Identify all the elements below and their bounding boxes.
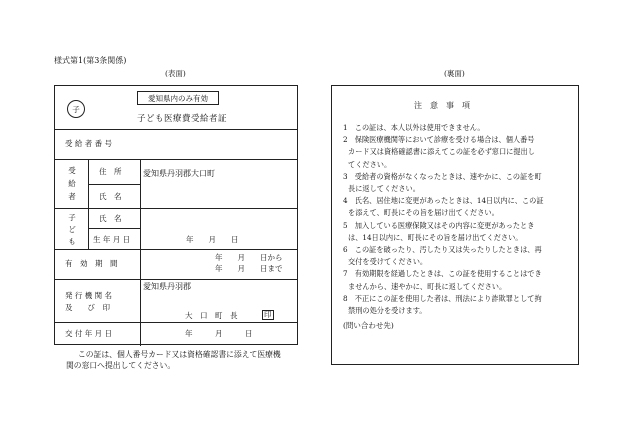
issue-date-text: 年 月 日	[185, 329, 253, 338]
seal-stamp: 印	[264, 310, 272, 319]
recipient-number-label: 受 給 者 番 号	[65, 139, 113, 148]
row-line	[55, 322, 297, 323]
notice-line: 7 有効期限を経過したときは、この証を使用することはでき	[343, 269, 542, 279]
child-group-label: 子ども	[68, 213, 76, 246]
notice-list	[343, 122, 575, 317]
recipient-group-label: 受給者	[68, 166, 76, 201]
notice-line: てください。	[348, 159, 392, 169]
birth-label: 生 年 月 日	[93, 235, 131, 244]
notice-line: を添えて、町長にその旨を届け出てください。	[348, 208, 499, 218]
issue-date-label: 交 付 年 月 日	[65, 329, 113, 338]
notice-line: 4 氏名、居住地に変更があったときは、14日以内に、この証	[343, 196, 544, 206]
notice-line: ませんから、速やかに、町長に返してください。	[348, 281, 507, 291]
contact-label: (問い合わせ先)	[343, 321, 394, 330]
back-card	[331, 85, 579, 365]
notice-title: 注 意 事 項	[414, 101, 470, 110]
period-from: 年 月 日から	[215, 253, 283, 262]
recipient-name-label: 氏 名	[99, 192, 122, 201]
row-line	[55, 208, 297, 209]
col-line	[88, 159, 89, 249]
row-line	[55, 129, 297, 130]
issuer-county: 愛知県丹羽郡	[143, 282, 191, 291]
child-mark-circle: 子	[67, 100, 85, 118]
validity-badge: 愛知県内のみ有効	[137, 91, 219, 105]
row-line	[88, 228, 140, 229]
row-line	[55, 279, 297, 280]
issuer-label-line1: 発 行 機 関 名	[65, 291, 113, 300]
period-to: 年 月 日まで	[215, 264, 283, 273]
validity-period-label: 有 効 期 間	[65, 259, 118, 268]
footnote-line1: この証は、個人番号カード又は資格確認書に添えて医療機	[78, 350, 281, 359]
notice-line: 禁刑の処分を受けます。	[348, 306, 427, 316]
birth-date-text: 年 月 日	[186, 235, 239, 244]
front-card	[54, 85, 298, 345]
card-title: 子ども医療費受給者証	[137, 114, 228, 124]
notice-line: 8 不正にこの証を使用した者は、刑法により詐欺罪として拘	[343, 293, 542, 303]
row-line	[88, 184, 140, 185]
notice-line: 交付を受けてください。	[348, 257, 428, 267]
child-name-label: 氏 名	[99, 214, 122, 223]
col-line	[140, 159, 141, 346]
notice-line: カード又は資格確認書に添えてこの証を必ず窓口に提出し	[348, 147, 535, 157]
address-label: 住 所	[99, 167, 122, 176]
issuer-mayor: 大 口 町 長	[185, 311, 238, 320]
notice-line: 5 加入している医療保険又はその内容に変更があったとき	[343, 220, 535, 230]
notice-line: 長に返してください。	[348, 184, 420, 194]
notice-line: 6 この証を破ったり、汚したり又は失ったりしたときは、再	[343, 245, 542, 255]
notice-line: 3 受給者の資格がなくなったときは、速やかに、この証を町	[343, 171, 542, 181]
notice-line: は、14日以内に、町長にその旨を届け出てください。	[348, 232, 523, 242]
issuer-label-line2: 及 び 印	[65, 303, 110, 312]
form-number: 様式第1(第3条関係)	[54, 56, 127, 65]
back-heading: (裏面)	[444, 69, 465, 78]
notice-line: 2 保険医療機関等において診療を受ける場合は、個人番号	[343, 135, 535, 145]
footnote-line2: 関の窓口へ提出してください。	[66, 361, 176, 370]
front-heading: (表面)	[165, 69, 186, 78]
address-value: 愛知県丹羽郡大口町	[143, 169, 215, 178]
row-line	[55, 249, 297, 250]
notice-line: 1 この証は、本人以外は使用できません。	[343, 123, 485, 132]
row-line	[55, 159, 297, 160]
